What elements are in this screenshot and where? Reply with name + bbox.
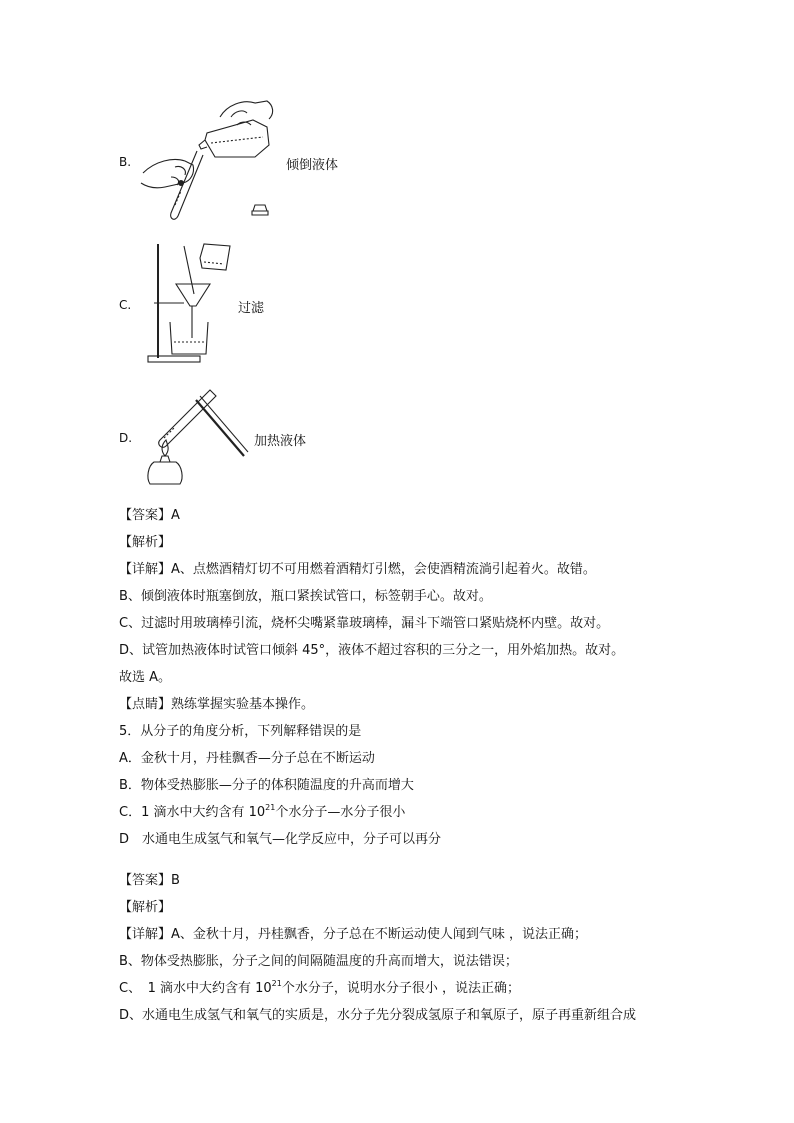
q5-stem: 5．从分子的角度分析，下列解释错误的是 [119, 724, 362, 739]
q4-analysis-heading: 【解析】 [119, 535, 172, 550]
q5-option-c-text: C．1 滴水中大约含有 10 [119, 805, 266, 820]
q5-option-c-text-end: 个水分子—水分子很小 [275, 805, 406, 820]
q4-detail-c: C、过滤时用玻璃棒引流，烧杯尖嘴紧靠玻璃棒，漏斗下端管口紧贴烧杯内壁。故对。 [119, 616, 610, 631]
q5-answer: 【答案】B [119, 873, 180, 888]
q5-analysis-heading: 【解析】 [119, 900, 172, 915]
q5-detail-d: D、水通电生成氢气和氧气的实质是，水分子先分裂成氢原子和氧原子，原子再重新组合成 [119, 1008, 637, 1023]
q5-detail-b: B、物体受热膨胀，分子之间的间隔随温度的升高而增大，说法错误； [119, 954, 518, 969]
heating-liquid-illustration [140, 382, 252, 494]
filtration-illustration [140, 240, 240, 366]
q5-detail-c-text-end: 个水分子，说明水分子很小 ，说法正确； [281, 981, 520, 996]
q4-detail-a: 【详解】A、点燃酒精灯切不可用燃着酒精灯引燃，会使酒精流淌引起着火。故错。 [119, 562, 596, 577]
q5-detail-a: 【详解】A、金秋十月，丹桂飘香，分子总在不断运动使人闻到气味 ，说法正确； [119, 927, 588, 942]
option-d-label: D. [119, 431, 133, 445]
option-d-caption: 加热液体 [254, 434, 307, 449]
q5-option-d: D 水通电生成氢气和氧气—化学反应中，分子可以再分 [119, 832, 442, 847]
option-c-label: C. [119, 298, 132, 312]
q4-answer: 【答案】A [119, 508, 180, 523]
option-c-caption: 过滤 [238, 301, 265, 316]
q5-detail-c-text: C、 1 滴水中大约含有 10 [119, 981, 272, 996]
q4-tip: 【点睛】熟练掌握实验基本操作。 [119, 697, 315, 712]
q5-option-c-exponent: 21 [265, 803, 276, 812]
option-b-label: B. [119, 155, 132, 169]
q4-detail-d: D、试管加热液体时试管口倾斜 45°，液体不超过容积的三分之一，用外焰加热。故对。 [119, 643, 625, 658]
q5-detail-c [119, 981, 520, 997]
q5-option-c [119, 805, 405, 821]
q5-option-a: A．金秋十月，丹桂飘香—分子总在不断运动 [119, 751, 375, 766]
q4-conclusion: 故选 A。 [119, 670, 172, 685]
pouring-liquid-illustration [135, 95, 285, 225]
q4-detail-b: B、倾倒液体时瓶塞倒放，瓶口紧挨试管口，标签朝手心。故对。 [119, 589, 492, 604]
q5-detail-c-exponent: 21 [271, 979, 282, 988]
q5-option-b: B．物体受热膨胀—分子的体积随温度的升高而增大 [119, 778, 414, 793]
option-b-caption: 倾倒液体 [286, 158, 339, 173]
